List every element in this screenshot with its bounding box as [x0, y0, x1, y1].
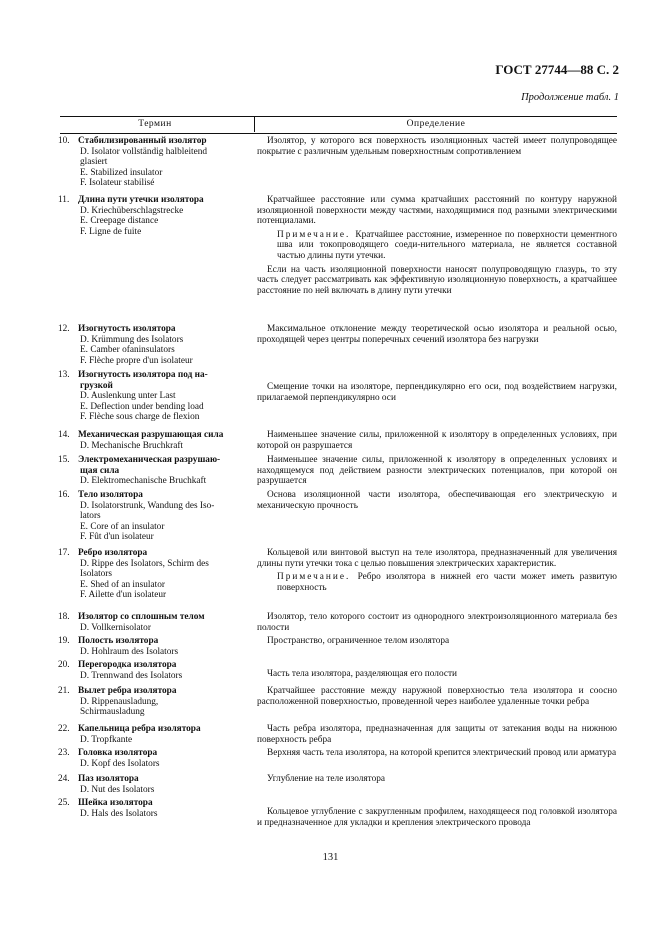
definition — [257, 382, 617, 403]
term-title: Электромеханическая разрушаю- — [78, 455, 221, 465]
definition-text: Наименьшее значение силы, приложенной к изолятору в определенных условиях, при которой он разрушается — [257, 430, 617, 451]
term-title: Стабилизированный изолятор — [78, 136, 207, 146]
term-number: 23. — [58, 748, 70, 758]
term-number: 19. — [58, 636, 70, 646]
term-entry — [58, 324, 258, 366]
definition-text: Наименьшее значение силы, приложенной к изолятору в определенных условиях и находящемуся под действием разности электрических потенциалов, при которой он разрушается — [257, 455, 617, 487]
definition-text: Пространство, ограниченное телом изолятора — [267, 636, 450, 646]
term-translation: D. Vollkernisolator — [80, 622, 151, 633]
term-translation: lators — [80, 511, 101, 522]
term-translation: F. Isolateur stabilisé — [80, 178, 155, 189]
term-translation: E. Deflection under bending load — [80, 401, 204, 412]
term-number: 15. — [58, 455, 70, 465]
term-title: Ребро изолятора — [78, 548, 148, 558]
term-entry — [58, 430, 258, 451]
definition — [257, 636, 617, 647]
note-label: Примечание. — [277, 572, 358, 583]
definition — [257, 430, 617, 451]
term-number: 25. — [58, 798, 70, 808]
definition — [257, 724, 617, 745]
page-number: 131 — [322, 852, 339, 863]
term-entry — [58, 612, 258, 633]
term-number: 20. — [58, 660, 70, 670]
term-translation: D. Hohlraum des Isolators — [80, 646, 179, 657]
term-title: Головка изолятора — [78, 748, 158, 758]
term-translation: D. Krümmung des Isolators — [80, 334, 184, 345]
term-entry — [58, 548, 258, 601]
term-number: 24. — [58, 774, 70, 784]
term-translation: D. Rippenausladung, — [80, 696, 159, 707]
term-entry — [58, 686, 258, 718]
term-translation: D. Kriechüberschlagstrecke — [80, 205, 184, 216]
term-translation: E. Stabilized insulator — [80, 167, 163, 178]
term-translation: D. Isolator vollständig halbleitend — [80, 146, 208, 157]
definition — [257, 748, 617, 759]
term-translation: D. Isolatorstrunk, Wandung des Iso- — [80, 500, 215, 511]
term-title: грузкой — [80, 380, 113, 391]
term-title: Вылет ребра изолятора — [78, 686, 177, 696]
term-translation: E. Camber ofaninsulators — [80, 345, 175, 356]
definition — [257, 612, 617, 633]
col-term-header: Термин — [138, 119, 172, 129]
term-entry — [58, 195, 258, 237]
term-number: 17. — [58, 548, 70, 558]
term-translation: D. Tropfkante — [80, 734, 133, 745]
definition-text: Максимальное отклонение между теоретической осью изолятора и реальной осью, проходящей через центры поперечных сечений изолятора без нагрузки — [257, 324, 617, 345]
definition — [257, 136, 617, 157]
term-translation: E. Shed of an insulator — [80, 579, 165, 590]
term-translation: D. Hals des Isolators — [80, 808, 158, 819]
definition-text: Кольцевое углубление с закругленным профилем, находящееся под головкой изолятора и предназначенное для укладки и крепления электрического провода — [257, 807, 617, 828]
term-number: 22. — [58, 724, 70, 734]
term-translation: D. Rippe des Isolators, Schirm des — [80, 558, 209, 569]
term-entry — [58, 724, 258, 745]
term-entry — [58, 490, 258, 543]
definition-text: Если на часть изоляционной поверхности наносят полупроводящую глазурь, то эту часть следует рассматривать как эффективную изоляционную поверхность, а кратчайшее расстояние по ней включать в длину пути утечки — [257, 264, 617, 296]
term-translation: Schirmausladung — [80, 707, 145, 718]
term-number: 10. — [58, 136, 70, 146]
term-entry — [58, 798, 258, 819]
term-entry — [58, 636, 258, 657]
term-translation: D. Auslenkung unter Last — [80, 391, 176, 402]
term-entry — [58, 660, 258, 681]
definition — [257, 807, 617, 828]
term-title: Изогнутость изолятора — [78, 324, 176, 334]
definition — [257, 686, 617, 707]
term-number: 13. — [58, 370, 70, 380]
term-translation: Isolators — [80, 569, 113, 580]
term-title: Изогнутость изолятора под на- — [78, 370, 208, 380]
term-translation: F. Flèche propre d'un isolateur — [80, 355, 193, 366]
term-entry — [58, 774, 258, 795]
term-translation: F. Ligne de fuite — [80, 226, 142, 237]
col-definition-header: Определение — [406, 119, 466, 129]
term-title: Капельница ребра изолятора — [78, 724, 201, 734]
definition-text: Кратчайшее расстояние между наружной поверхностью тела изолятора и соосно расположенной поверхностью, проведенной через наиболее удаленные точки ребра — [257, 686, 617, 707]
definition-note: Примечание. Кратчайшее расстояние, измеренное по поверхности цементного шва или токопроводящего соеди-нительного материала, не является составной частью длины пути утечки. — [277, 229, 617, 261]
term-translation: F. Fût d'un isolateur — [80, 532, 154, 543]
term-translation: D. Kopf des Isolators — [80, 758, 160, 769]
term-title: Шейка изолятора — [78, 798, 153, 808]
term-translation: glasiert — [80, 157, 108, 168]
table-continuation: Продолжение табл. 1 — [521, 92, 619, 103]
definition-text: Смещение точки на изоляторе, перпендикулярно его оси, под воздействием нагрузки, прилагаемой перпендикулярно оси — [257, 382, 617, 403]
definition — [257, 455, 617, 487]
term-entry — [58, 748, 258, 769]
page-header: ГОСТ 27744—88 С. 2 — [495, 62, 619, 77]
term-title: Тело изолятора — [78, 490, 143, 500]
term-title: Перегородка изолятора — [78, 660, 177, 670]
term-number: 11. — [58, 195, 70, 205]
definition-text: Изолятор, тело которого состоит из однородного электроизоляционного материала без полости — [257, 612, 617, 633]
definition-text: Углубление на теле изолятора — [267, 774, 386, 784]
term-entry — [58, 136, 258, 189]
definition — [257, 669, 617, 680]
term-translation: D. Mechanische Bruchkraft — [80, 440, 184, 451]
term-translation: D. Trennwand des Isolators — [80, 670, 183, 681]
term-number: 12. — [58, 324, 70, 334]
term-title: Длина пути утечки изолятора — [78, 195, 204, 205]
term-number: 18. — [58, 612, 70, 622]
term-entry — [58, 370, 258, 423]
term-translation: F. Ailette d'un isolateur — [80, 590, 167, 601]
definition-text: Часть ребра изолятора, предназначенная для защиты от затекания воды на нижнюю поверхность ребра — [257, 724, 617, 745]
definition-text: Часть тела изолятора, разделяющая его полости — [267, 669, 457, 679]
term-translation: F. Flèche sous charge de flexion — [80, 412, 200, 423]
term-translation: E. Core of an insulator — [80, 521, 165, 532]
definition-text: Кратчайшее расстояние или сумма кратчайших расстояний по контуру наружной изоляционной поверхности между частями, находящимися под разными электрическими потенциалами. — [257, 195, 617, 227]
term-translation: E. Creepage distance — [80, 216, 159, 227]
definition — [257, 548, 617, 593]
definition — [257, 490, 617, 511]
term-title: щая сила — [80, 465, 120, 476]
term-number: 14. — [58, 430, 70, 440]
note-label: Примечание. — [277, 229, 356, 240]
term-number: 16. — [58, 490, 70, 500]
term-title: Паз изолятора — [78, 774, 139, 784]
header-divider — [254, 116, 255, 132]
definition — [257, 195, 617, 296]
term-title: Полость изолятора — [78, 636, 159, 646]
table-header — [60, 116, 617, 134]
term-translation: D. Elektromechanische Bruchkaft — [80, 476, 207, 487]
definition-text: Изолятор, у которого вся поверхность изоляционных частей имеет полупроводящее покрытие с различным удельным поверхностным сопротивлением — [257, 136, 617, 157]
definition-text: Верхняя часть тела изолятора, на которой крепится электрический провод или арматура — [267, 748, 617, 758]
definition-note: Примечание. Ребро изолятора в нижней его части может иметь развитую поверхность — [277, 572, 618, 593]
term-number: 21. — [58, 686, 70, 696]
term-entry — [58, 455, 258, 487]
definition — [257, 324, 617, 345]
definition-text: Основа изоляционной части изолятора, обеспечивающая его электрическую и механическую прочность — [257, 490, 617, 511]
term-title: Механическая разрушающая сила — [78, 430, 224, 440]
definition-text: Кольцевой или винтовой выступ на теле изолятора, предназначенный для увеличения длины пути утечки тока с целью повышения электрических характеристик. — [257, 548, 617, 569]
term-translation: D. Nut des Isolators — [80, 784, 155, 795]
term-title: Изолятор со сплошным телом — [78, 612, 205, 622]
definition — [257, 774, 617, 785]
